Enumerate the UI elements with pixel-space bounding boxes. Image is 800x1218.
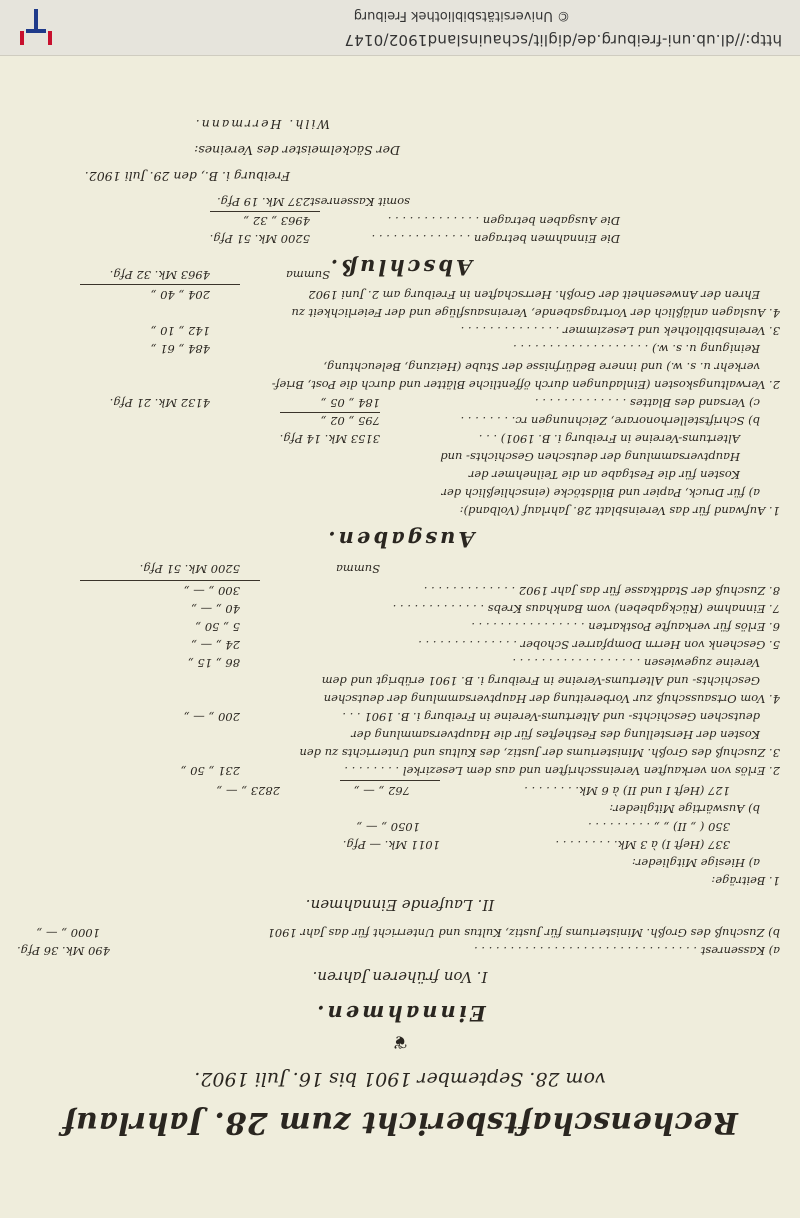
a1a: a) für Druck, Papier und Bildstöcke (einschließlich der bbox=[441, 486, 760, 500]
a3: 3. Vereinsbibliothek und Lesezimmer . . . . . . . . . . . . . . bbox=[460, 324, 780, 338]
ab3-amount: 237 Mk. 19 Pfg. bbox=[217, 195, 310, 209]
b3-amount: 200 „ — „ bbox=[183, 710, 240, 724]
rule bbox=[80, 284, 240, 285]
rule bbox=[340, 780, 440, 781]
b8-amount: 300 „ — „ bbox=[183, 584, 240, 598]
b2: 2. Erlös von verkauften Vereinsschriften und aus dem Lesezirkel . . . . . . . . bbox=[344, 764, 780, 778]
part2-heading: II. Laufende Einnahmen. bbox=[305, 896, 495, 914]
b1b: b) Auswärtige Mitglieder: bbox=[609, 802, 760, 816]
b4b: Geschichts- und Altertums-Vereine in Freiburg i. B. 1901 erübrigt und dem bbox=[321, 674, 760, 688]
ausgaben-sum: 4963 Mk. 32 Pfg. bbox=[109, 268, 210, 282]
b8: 8. Zuschuß der Stadtkasse für das Jahr 1902 . . . . . . . . . . . . . bbox=[423, 584, 780, 598]
a1-sum: 4132 Mk. 21 Pfg. bbox=[109, 396, 210, 410]
a4a: 4. Auslagen anläßlich der Vortragsabende, Vereinsausflüge und der Feierlichkeit zu bbox=[291, 306, 780, 320]
b2-amount: 231 „ 50 „ bbox=[180, 764, 240, 778]
a1a2: Kosten für die Festgabe an die Teilnehmer der bbox=[468, 468, 740, 482]
b6-amount: 5 „ 50 „ bbox=[195, 620, 240, 634]
b1a2: 350 ( „ II) „ „ . . . . . . . . . bbox=[588, 820, 730, 834]
ab3: somit Kassenrest bbox=[310, 195, 410, 209]
ornament-icon: ❦ bbox=[392, 1031, 408, 1052]
digitization-banner bbox=[0, 0, 800, 56]
einnahmen-sum: 5200 Mk. 51 Pfg. bbox=[139, 562, 240, 576]
ab2: Die Ausgaben betragen . . . . . . . . . . . . . bbox=[387, 214, 620, 228]
signature-name: Wilh. Herrmann. bbox=[193, 117, 330, 132]
source-url-link[interactable]: http://dl.ub.uni-freiburg.de/diglit/schauinsland1902/0147 bbox=[344, 31, 782, 49]
p1-a: a) Kassenrest . . . . . . . . . . . . . . . . . . . . . . . . . . . . . . . bbox=[474, 944, 780, 958]
b7-amount: 40 „ — „ bbox=[190, 602, 240, 616]
p1-a-amount: 490 Mk. 36 Pfg. bbox=[17, 944, 110, 958]
a1a-amount: 3153 Mk. 14 Pfg. bbox=[279, 432, 380, 446]
signature-title: Der Säckelmeister des Vereines: bbox=[194, 143, 400, 158]
ab1: Die Einnahmen betragen . . . . . . . . . . . . . . bbox=[371, 232, 620, 246]
b1a1-amount: 1011 Mk. — Pfg. bbox=[342, 838, 440, 852]
ub-freiburg-logo-icon bbox=[14, 5, 58, 49]
ab1-amount: 5200 Mk. 51 Pfg. bbox=[209, 232, 310, 246]
b3c: deutschen Geschichts- und Altertums-Vereine in Freiburg i. B. 1901 . . . bbox=[342, 710, 760, 724]
place-date: Freiburg i. B., den 29. Juli 1902. bbox=[84, 169, 290, 184]
b4c: Vereine zugewiesen . . . . . . . . . . . . . . . . . . bbox=[512, 656, 760, 670]
a1c-amount: 184 „ 05 „ bbox=[320, 396, 380, 410]
rule bbox=[280, 412, 380, 413]
b1: 1. Beiträge: bbox=[711, 874, 780, 888]
abschluss-heading: Abschluß. bbox=[327, 255, 473, 280]
b1a: a) Hiesige Mitglieder: bbox=[631, 856, 760, 870]
einnahmen-summe-label: Summa bbox=[336, 562, 380, 576]
b3b: Kosten der Herstellung des Festheftes für die Hauptversammlung der bbox=[351, 728, 760, 742]
a1: 1. Aufwand für das Vereinsblatt 28. Jahrlauf (Volband): bbox=[459, 504, 780, 518]
report-subtitle: vom 28. September 1901 bis 16. Juli 1902. bbox=[194, 1068, 606, 1090]
a1b: b) Schriftstellerhonorare, Zeichnungen rc. . . . . . . . bbox=[460, 414, 760, 428]
rule bbox=[210, 211, 320, 212]
p1-b-amount: 1000 „ — „ bbox=[36, 926, 100, 940]
a1c: c) Versand des Blattes . . . . . . . . . . . . . bbox=[534, 396, 760, 410]
a1a3: Hauptversammlung der deutschen Geschichts- und bbox=[440, 450, 740, 464]
a2c: Reinigung u. s. w.) . . . . . . . . . . . . . . . . . . . bbox=[513, 342, 760, 356]
b5: 5. Geschenk von Herrn Dompfarrer Schober . . . . . . . . . . . . . . bbox=[418, 638, 780, 652]
report-title: Rechenschaftsbericht zum 28. Jahrlauf bbox=[62, 1105, 738, 1140]
a2a: 2. Verwaltungskosten (Einladungen durch öffentliche Blätter und durch die Post, Brief- bbox=[271, 378, 780, 392]
b1a2-amount: 1050 „ — „ bbox=[356, 820, 420, 834]
a2-amount: 484 „ 61 „ bbox=[150, 342, 210, 356]
b1b1-amount: 762 „ — „ bbox=[353, 784, 410, 798]
part1-heading: I. Von früheren Jahren. bbox=[312, 968, 488, 986]
rule bbox=[80, 580, 260, 581]
b1a1: 337 (Heft I) à 3 Mk. . . . . . . . . bbox=[555, 838, 730, 852]
b1-sum: 2823 „ — „ bbox=[216, 784, 280, 798]
a3-amount: 142 „ 10 „ bbox=[150, 324, 210, 338]
einnahmen-heading: Einnahmen. bbox=[314, 1001, 486, 1026]
ab2-amount: 4963 „ 32 „ bbox=[243, 214, 310, 228]
a4b: Ehren der Anwesenheit der Großh. Herrschaften in Freiburg am 2. Juni 1902 bbox=[308, 288, 760, 302]
a2b: verkehr u. s. w.) und innere Bedürfnisse der Stube (Heizung, Beleuchtung, bbox=[323, 360, 760, 374]
b3a: 3. Zuschuß des Großh. Ministeriums der Justiz, des Kultus und Unterrichts zu den bbox=[299, 746, 780, 760]
ausgaben-summe-label: Summa bbox=[286, 268, 330, 282]
b4-amount: 86 „ 15 „ bbox=[187, 656, 240, 670]
a1a4: Altertums-Vereine in Freiburg i. B. 1901) . . . bbox=[478, 432, 740, 446]
document-page bbox=[0, 56, 800, 1218]
b5-amount: 24 „ — „ bbox=[190, 638, 240, 652]
a4-amount: 204 „ 40 „ bbox=[150, 288, 210, 302]
b4a: 4. Vom Ortsausschuß zur Vorbereitung der Hauptversammlung der deutschen bbox=[323, 692, 780, 706]
b1b1: 127 (Heft I und II) à 6 Mk. . . . . . . . bbox=[524, 784, 730, 798]
a1b-amount: 795 „ 02 „ bbox=[320, 414, 380, 428]
ausgaben-heading: Ausgaben. bbox=[325, 527, 475, 552]
b7: 7. Einnahme (Rückgabeben) vom Bankhaus Krebs . . . . . . . . . . . . . bbox=[392, 602, 780, 616]
b6: 6. Erlös für verkaufte Postkarten . . . . . . . . . . . . . . . . bbox=[471, 620, 780, 634]
copyright-text: © Universitätsbibliothek Freiburg bbox=[353, 8, 570, 23]
p1-b: b) Zuschuß des Großh. Ministeriums für Justiz, Kultus und Unterricht für das Jahr 1901 bbox=[267, 926, 780, 940]
